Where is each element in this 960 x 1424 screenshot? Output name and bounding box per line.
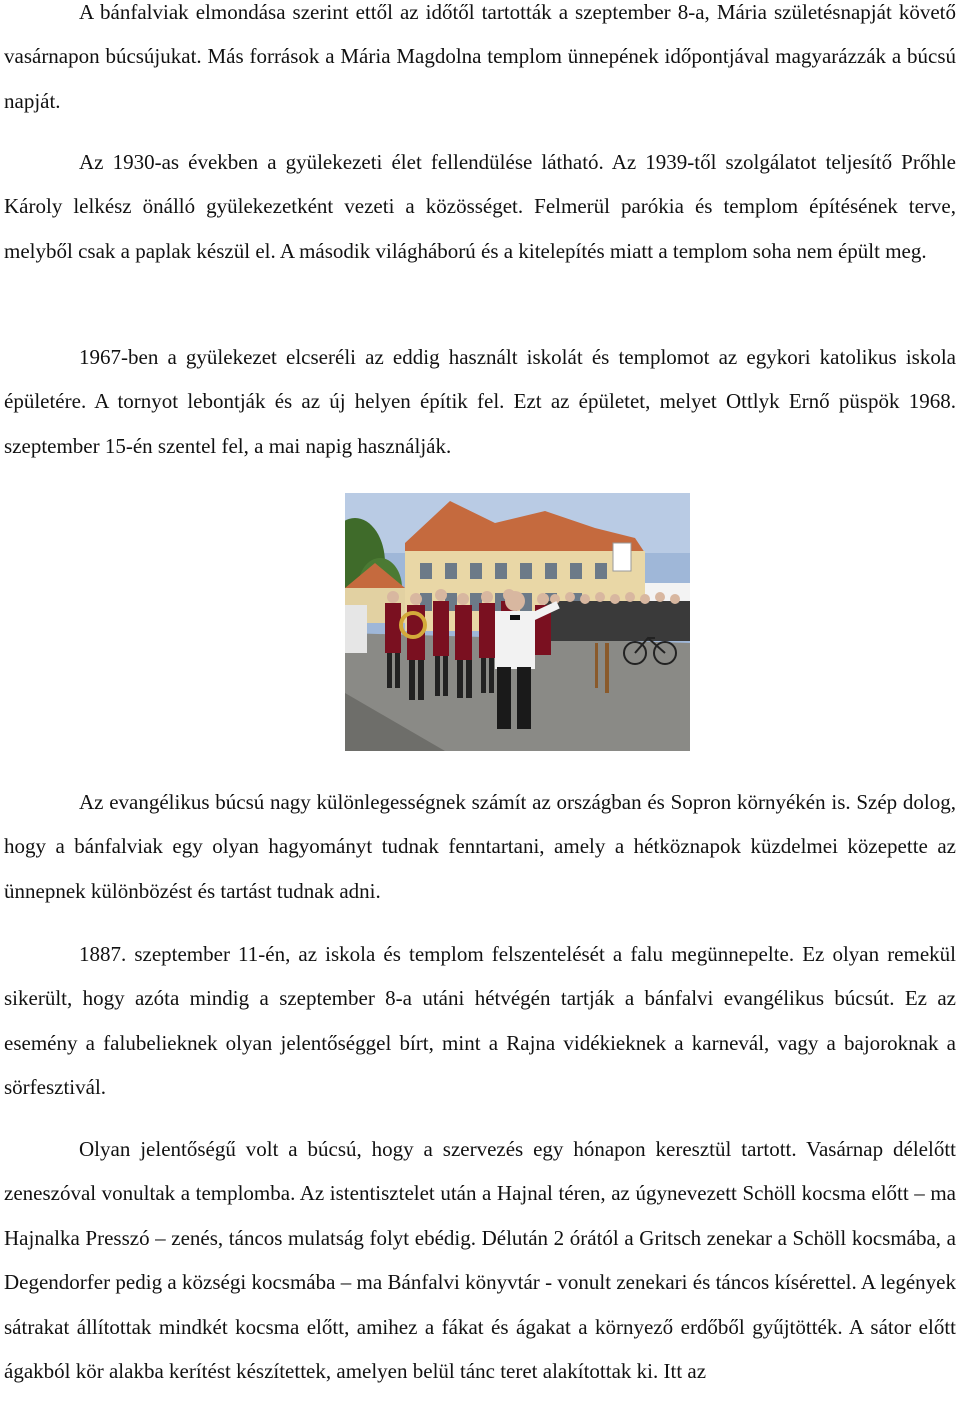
paragraph-3: 1967-ben a gyülekezet elcseréli az eddig használt iskolát és templomot az egykori katolikus iskola épületére. A tornyot lebontják és az új helyen építik fel. Ezt az épületet, melyet Ottlyk Ernő püspök 1968. szeptember 15-én szentel fel, a mai napig használják. bbox=[4, 345, 956, 458]
paragraph-6: Olyan jelentőségű volt a búcsú, hogy a szervezés egy hónapon keresztül tartott. Vasárnap délelőtt zeneszóval vonultak a templomba. Az istentisztelet után a Hajnal téren, az úgynevezett Schöll kocsma előtt – ma Hajnalka Presszó – zenés, táncos mulatság folyt ebédig. Délután 2 órától a Gritsch zenekar a Schöll kocsmába, a Degendorfer pedig a községi kocsmába – ma Bánfalvi könyvtár - vonult zenekari és táncos kísérettel. A legények sátrakat állítottak mindkét kocsma előtt, amihez a fákat és ágakat a környező erdőből gyűjtötték. A sátor előtt ágakból kör alakba kerítést készítettek, amelyen belül tánc teret alakítottak ki. Itt az bbox=[4, 1137, 956, 1384]
paragraph-2: Az 1930-as években a gyülekezeti élet fellendülése látható. Az 1939-től szolgálatot teljesítő Prőhle Károly lelkész önálló gyülekezetként vezeti a közösséget. Felmerül parókia és templom építésének terve, melyből csak a paplak készül el. A második világháború és a kitelepítés miatt a templom soha nem épült meg. bbox=[4, 150, 956, 263]
parade-photo bbox=[345, 493, 690, 751]
paragraph-5: 1887. szeptember 11-én, az iskola és templom felszentelését a falu megünnepelte. Ez olyan remekül sikerült, hogy azóta mindig a szeptember 8-a utáni hétvégén tartják a bánfalvi evangélikus búcsút. Ez az esemény a falubelieknek olyan jelentőséggel bírt, mint a Rajna vidékieknek a karnevál, vagy a bajoroknak a sörfesztivál. bbox=[4, 942, 956, 1100]
paragraph-4: Az evangélikus búcsú nagy különlegességnek számít az országban és Sopron környékén is. Szép dolog, hogy a bánfalviak egy olyan hagyományt tudnak fenntartani, amely a hétköznapok küzdelmei közepette az ünnepnek különbözést és tartást tudnak adni. bbox=[4, 790, 956, 903]
paragraph-1: A bánfalviak elmondása szerint ettől az időtől tartották a szeptember 8-a, Mária születésnapját követő vasárnapon búcsújukat. Más források a Mária Magdolna templom ünnepének időpontjával magyarázzák a búcsú napját. bbox=[4, 0, 956, 113]
